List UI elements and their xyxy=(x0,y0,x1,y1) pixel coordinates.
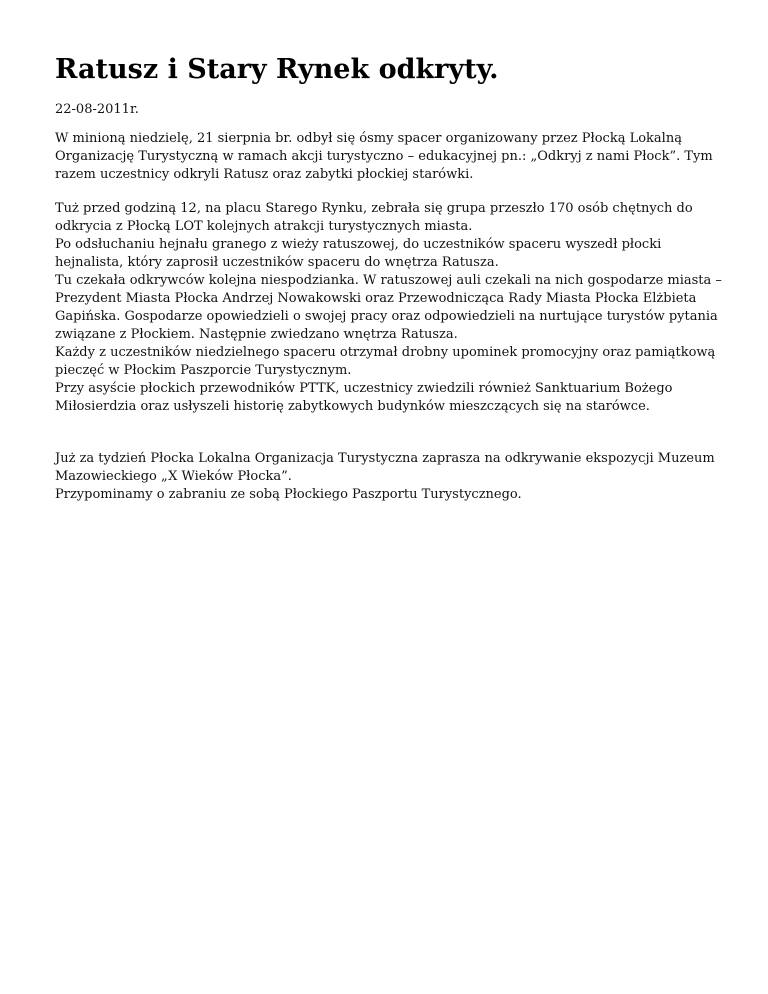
paragraph-line: Po odsłuchaniu hejnału granego z wieży ratuszowej, do uczestników spaceru wyszedł płocki xyxy=(55,237,662,252)
paragraph-body xyxy=(55,200,720,416)
paragraph-line: W minioną niedzielę, 21 sierpnia br. odbył się ósmy spacer organizowany przez Płocką Lokalną xyxy=(55,131,682,146)
paragraph-line: Mazowieckiego „X Wieków Płocka”. xyxy=(55,469,292,484)
paragraph-line: Miłosierdzia oraz usłyszeli historię zabytkowych budynków mieszczących się na starówce. xyxy=(55,399,650,414)
paragraph-line: Tu czekała odkrywców kolejna niespodzianka. W ratuszowej auli czekali na nich gospodarze miasta – xyxy=(55,273,722,288)
paragraph-line: razem uczestnicy odkryli Ratusz oraz zabytki płockiej starówki. xyxy=(55,167,474,182)
paragraph-line: hejnalista, który zaprosił uczestników spaceru do wnętrza Ratusza. xyxy=(55,255,499,270)
paragraph-line: Organizację Turystyczną w ramach akcji turystyczno – edukacyjnej pn.: „Odkryj z nami Płock”. Tym xyxy=(55,149,713,164)
paragraph-line: Tuż przed godziną 12, na placu Starego Rynku, zebrała się grupa przeszło 170 osób chętnych do xyxy=(55,201,693,216)
paragraph-line: Już za tydzień Płocka Lokalna Organizacja Turystyczna zaprasza na odkrywanie ekspozycji Muzeum xyxy=(55,451,715,466)
paragraph-line: Gapińska. Gospodarze opowiedzieli o swojej pracy oraz odpowiedzieli na nurtujące turystów pytania xyxy=(55,309,718,324)
paragraph-line: Prezydent Miasta Płocka Andrzej Nowakowski oraz Przewodnicząca Rady Miasta Płocka Elżbieta xyxy=(55,291,697,306)
paragraph-intro xyxy=(55,130,720,184)
paragraph-line: Każdy z uczestników niedzielnego spaceru otrzymał drobny upominek promocyjny oraz pamiątkową xyxy=(55,345,716,360)
paragraph-line: pieczęć w Płockim Paszporcie Turystycznym. xyxy=(55,363,352,378)
paragraph-line: odkrycia z Płocką LOT kolejnych atrakcji turystycznych miasta. xyxy=(55,219,473,234)
paragraph-closing xyxy=(55,450,720,504)
article xyxy=(55,50,720,504)
article-title: Ratusz i Stary Rynek odkryty. xyxy=(55,54,499,85)
article-date: 22-08-2011r. xyxy=(55,102,139,117)
paragraph-line: związane z Płockiem. Następnie zwiedzano wnętrza Ratusza. xyxy=(55,327,458,342)
paragraph-line: Przypominamy o zabraniu ze sobą Płockiego Paszportu Turystycznego. xyxy=(55,487,522,502)
paragraph-line: Przy asyście płockich przewodników PTTK, uczestnicy zwiedzili również Sanktuarium Bożego xyxy=(55,381,673,396)
